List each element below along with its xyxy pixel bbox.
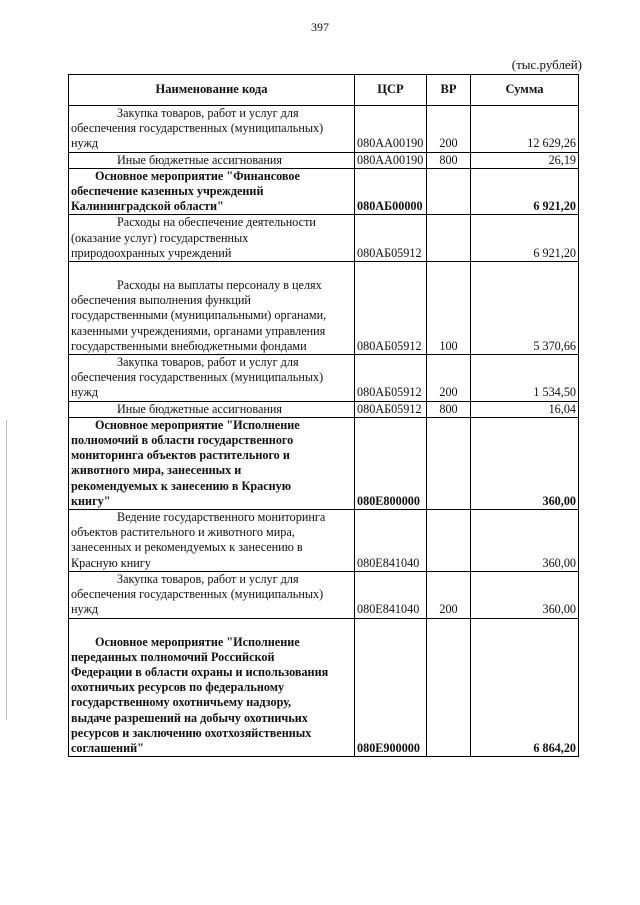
row-vr: 200 [427,571,471,618]
row-name-line: охотничьих ресурсов по федеральному [71,680,285,695]
row-sum: 360,00 [471,571,579,618]
row-name-line: Красную книгу [71,555,151,570]
header-csr: ЦСР [355,75,427,106]
row-name-line: (оказание услуг) государственных [71,230,249,245]
row-name-line: книгу" [71,493,111,508]
row-vr [427,215,471,262]
row-name-line: природоохранных учреждений [71,245,232,260]
row-name-lead: Основное мероприятие "Исполнение [95,417,300,432]
row-sum: 26,19 [471,152,579,168]
row-vr: 800 [427,152,471,168]
row-name-line: государственными (муниципальными) органами, [71,308,327,323]
row-sum: 5 370,66 [471,262,579,355]
table-row [69,168,579,215]
row-name [69,215,355,262]
row-name-line: Калининградской области" [71,199,224,214]
row-vr: 200 [427,355,471,402]
row-vr [427,417,471,509]
row-vr: 200 [427,106,471,153]
row-name-line: переданных полномочий Российской [71,649,275,664]
table-row [69,106,579,153]
row-name-line: ресурсов и заключению охотхозяйственных [71,725,312,740]
row-code: 080АБ05912 [355,355,427,402]
row-name-lead: Основное мероприятие "Финансовое [95,168,300,183]
row-name-line: казенными учреждениями, органами управления [71,323,326,338]
page-number: 397 [311,20,329,34]
row-spacer [71,262,352,278]
units-label: (тыс.рублей) [511,57,582,72]
row-name-line: мониторинга объектов растительного и [71,448,290,463]
row-vr: 800 [427,401,471,417]
row-name-line: нужд [71,385,99,400]
row-name [69,168,355,215]
row-name [69,401,355,417]
row-code: 080АА00190 [355,106,427,153]
row-name-line: объектов растительного и животного мира, [71,525,295,540]
row-name-lead: Иные бюджетные ассигнования [117,401,283,416]
row-sum: 360,00 [471,510,579,572]
table-row [69,215,579,262]
row-name [69,618,355,757]
row-sum: 6 921,20 [471,215,579,262]
row-name-lead: Закупка товаров, работ и услуг для [117,355,299,370]
row-name-line: обеспечения государственных (муниципальных) [71,587,324,602]
row-name-line: обеспечения государственных (муниципальных) [71,370,324,385]
row-sum: 6 921,20 [471,168,579,215]
row-name [69,510,355,572]
row-name-line: выдаче разрешений на добычу охотничьих [71,710,308,725]
header-sum: Сумма [471,75,579,106]
table-row [69,618,579,757]
row-name-line: полномочий в области государственного [71,433,294,448]
row-name-lead: Основное мероприятие "Исполнение [95,634,300,649]
table-body [69,106,579,757]
row-spacer [71,619,352,635]
row-sum: 6 864,20 [471,618,579,757]
row-sum: 360,00 [471,417,579,509]
row-vr [427,618,471,757]
row-sum: 12 629,26 [471,106,579,153]
row-name-lead: Закупка товаров, работ и услуг для [117,106,299,120]
row-name-lead: Расходы на выплаты персоналу в целях [117,278,322,293]
table-row [69,510,579,572]
table-header-row [69,75,579,106]
row-name-lead: Иные бюджетные ассигнования [117,152,283,167]
row-sum: 16,04 [471,401,579,417]
row-name-line: рекомендуемых к занесению в Красную [71,478,292,493]
row-name [69,571,355,618]
budget-table [68,74,579,757]
row-name-line: соглашений" [71,740,144,755]
row-name-lead: Расходы на обеспечение деятельности [117,215,316,230]
row-name-line: обеспечение казенных учреждений [71,184,264,199]
row-vr [427,168,471,215]
row-name-lead: Ведение государственного мониторинга [117,510,326,525]
row-name [69,417,355,509]
table-row [69,417,579,509]
header-name: Наименование кода [69,75,355,106]
row-code: 080Е841040 [355,510,427,572]
table-row [69,262,579,355]
row-code: 080АБ05912 [355,262,427,355]
row-sum: 1 534,50 [471,355,579,402]
row-name-lead: Закупка товаров, работ и услуг для [117,571,299,586]
row-name-line: нужд [71,602,99,617]
row-code: 080АБ05912 [355,215,427,262]
row-code: 080АБ00000 [355,168,427,215]
row-name-line: занесенных и рекомендуемых к занесению в [71,540,303,555]
row-vr [427,510,471,572]
row-name-line: обеспечения выполнения функций [71,293,251,308]
row-name-line: государственными внебюджетными фондами [71,338,307,353]
table-row [69,355,579,402]
row-name-line: животного мира, занесенных и [71,463,242,478]
row-code: 080Е800000 [355,417,427,509]
row-code: 080АА00190 [355,152,427,168]
row-name-line: нужд [71,136,99,151]
row-code: 080Е900000 [355,618,427,757]
table-row [69,571,579,618]
scan-edge-line [6,420,7,720]
table-row [69,401,579,417]
row-code: 080Е841040 [355,571,427,618]
row-name-line: Федерации в области охраны и использования [71,664,329,679]
row-name [69,262,355,355]
row-name-line: обеспечения государственных (муниципальных) [71,121,324,136]
row-code: 080АБ05912 [355,401,427,417]
row-name [69,355,355,402]
header-vr: ВР [427,75,471,106]
row-name-line: государственному охотничьему надзору, [71,695,292,710]
row-name [69,106,355,153]
table-row [69,152,579,168]
row-name [69,152,355,168]
row-vr: 100 [427,262,471,355]
